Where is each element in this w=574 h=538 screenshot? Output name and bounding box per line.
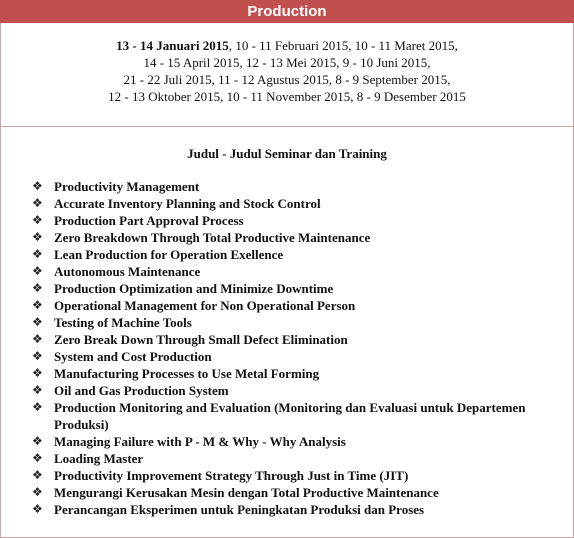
list-item xyxy=(32,280,562,297)
list-item xyxy=(32,178,562,195)
diamond-bullet-icon: ❖ xyxy=(32,502,43,516)
list-item-label: Productivity Improvement Strategy Through Just in Time (JIT) xyxy=(54,468,409,483)
diamond-bullet-icon: ❖ xyxy=(32,434,43,448)
topics-heading: Judul - Judul Seminar dan Training xyxy=(187,146,387,161)
schedule-line-text: 12 - 13 Oktober 2015, 10 - 11 November 2015, 8 - 9 Desember 2015 xyxy=(108,89,466,104)
list-item-label: Autonomous Maintenance xyxy=(54,264,201,279)
list-item-label: Production Part Approval Process xyxy=(54,213,244,228)
schedule-line xyxy=(0,71,574,88)
diamond-bullet-icon: ❖ xyxy=(32,366,43,380)
list-item xyxy=(32,212,562,229)
list-item-label: Oil and Gas Production System xyxy=(54,383,229,398)
diamond-bullet-icon: ❖ xyxy=(32,315,43,329)
list-item xyxy=(32,314,562,331)
list-item xyxy=(32,501,562,518)
list-item xyxy=(32,195,562,212)
diamond-bullet-icon: ❖ xyxy=(32,451,43,465)
list-item xyxy=(32,348,562,365)
diamond-bullet-icon: ❖ xyxy=(32,349,43,363)
diamond-bullet-icon: ❖ xyxy=(32,230,43,244)
diamond-bullet-icon: ❖ xyxy=(32,179,43,193)
list-item-label: Production Optimization and Minimize Downtime xyxy=(54,281,334,296)
list-item-label: Testing of Machine Tools xyxy=(54,315,192,330)
diamond-bullet-icon: ❖ xyxy=(32,213,43,227)
list-item-label: Operational Management for Non Operational Person xyxy=(54,298,356,313)
list-item xyxy=(32,365,562,382)
list-item xyxy=(32,467,562,484)
schedule-line-text: , 10 - 11 Februari 2015, 10 - 11 Maret 2015, xyxy=(228,38,458,53)
list-item xyxy=(32,484,562,501)
schedule-line xyxy=(0,88,574,105)
list-item-label: Accurate Inventory Planning and Stock Control xyxy=(54,196,321,211)
list-item xyxy=(32,433,562,450)
schedule-line-text: 21 - 22 Juli 2015, 11 - 12 Agustus 2015, 8 - 9 September 2015, xyxy=(123,72,451,87)
diamond-bullet-icon: ❖ xyxy=(32,383,43,397)
list-item-label: Mengurangi Kerusakan Mesin dengan Total Productive Maintenance xyxy=(54,485,439,500)
list-item-label: Production Monitoring and Evaluation (Monitoring dan Evaluasi untuk Departemen Produksi) xyxy=(54,400,526,432)
diamond-bullet-icon: ❖ xyxy=(32,298,43,312)
diamond-bullet-icon: ❖ xyxy=(32,400,43,414)
list-item xyxy=(32,382,562,399)
list-item-label: Managing Failure with P - M & Why - Why Analysis xyxy=(54,434,346,449)
list-item-label: System and Cost Production xyxy=(54,349,212,364)
list-item-label: Loading Master xyxy=(54,451,144,466)
diamond-bullet-icon: ❖ xyxy=(32,264,43,278)
schedule-line-text: 14 - 15 April 2015, 12 - 13 Mei 2015, 9 - 10 Juni 2015, xyxy=(143,55,431,70)
list-item-label: Manufacturing Processes to Use Metal Forming xyxy=(54,366,320,381)
diamond-bullet-icon: ❖ xyxy=(32,281,43,295)
list-item xyxy=(32,399,562,433)
schedule-line-highlight: 13 - 14 Januari 2015 xyxy=(116,38,229,53)
diamond-bullet-icon: ❖ xyxy=(32,247,43,261)
topics-list xyxy=(32,178,562,518)
schedule-dates xyxy=(0,37,574,105)
list-item-label: Zero Breakdown Through Total Productive Maintenance xyxy=(54,230,371,245)
list-item xyxy=(32,297,562,314)
list-item-label: Productivity Management xyxy=(54,179,200,194)
diamond-bullet-icon: ❖ xyxy=(32,468,43,482)
list-item xyxy=(32,331,562,348)
list-item-label: Zero Break Down Through Small Defect Elimination xyxy=(54,332,348,347)
page-title: Production xyxy=(0,0,574,23)
schedule-line xyxy=(0,54,574,71)
section-divider xyxy=(0,126,574,127)
list-item xyxy=(32,229,562,246)
list-item-label: Lean Production for Operation Exellence xyxy=(54,247,284,262)
diamond-bullet-icon: ❖ xyxy=(32,332,43,346)
schedule-line xyxy=(0,37,574,54)
list-item xyxy=(32,450,562,467)
list-item xyxy=(32,263,562,280)
diamond-bullet-icon: ❖ xyxy=(32,196,43,210)
diamond-bullet-icon: ❖ xyxy=(32,485,43,499)
list-item xyxy=(32,246,562,263)
list-item-label: Perancangan Eksperimen untuk Peningkatan Produksi dan Proses xyxy=(54,502,425,517)
